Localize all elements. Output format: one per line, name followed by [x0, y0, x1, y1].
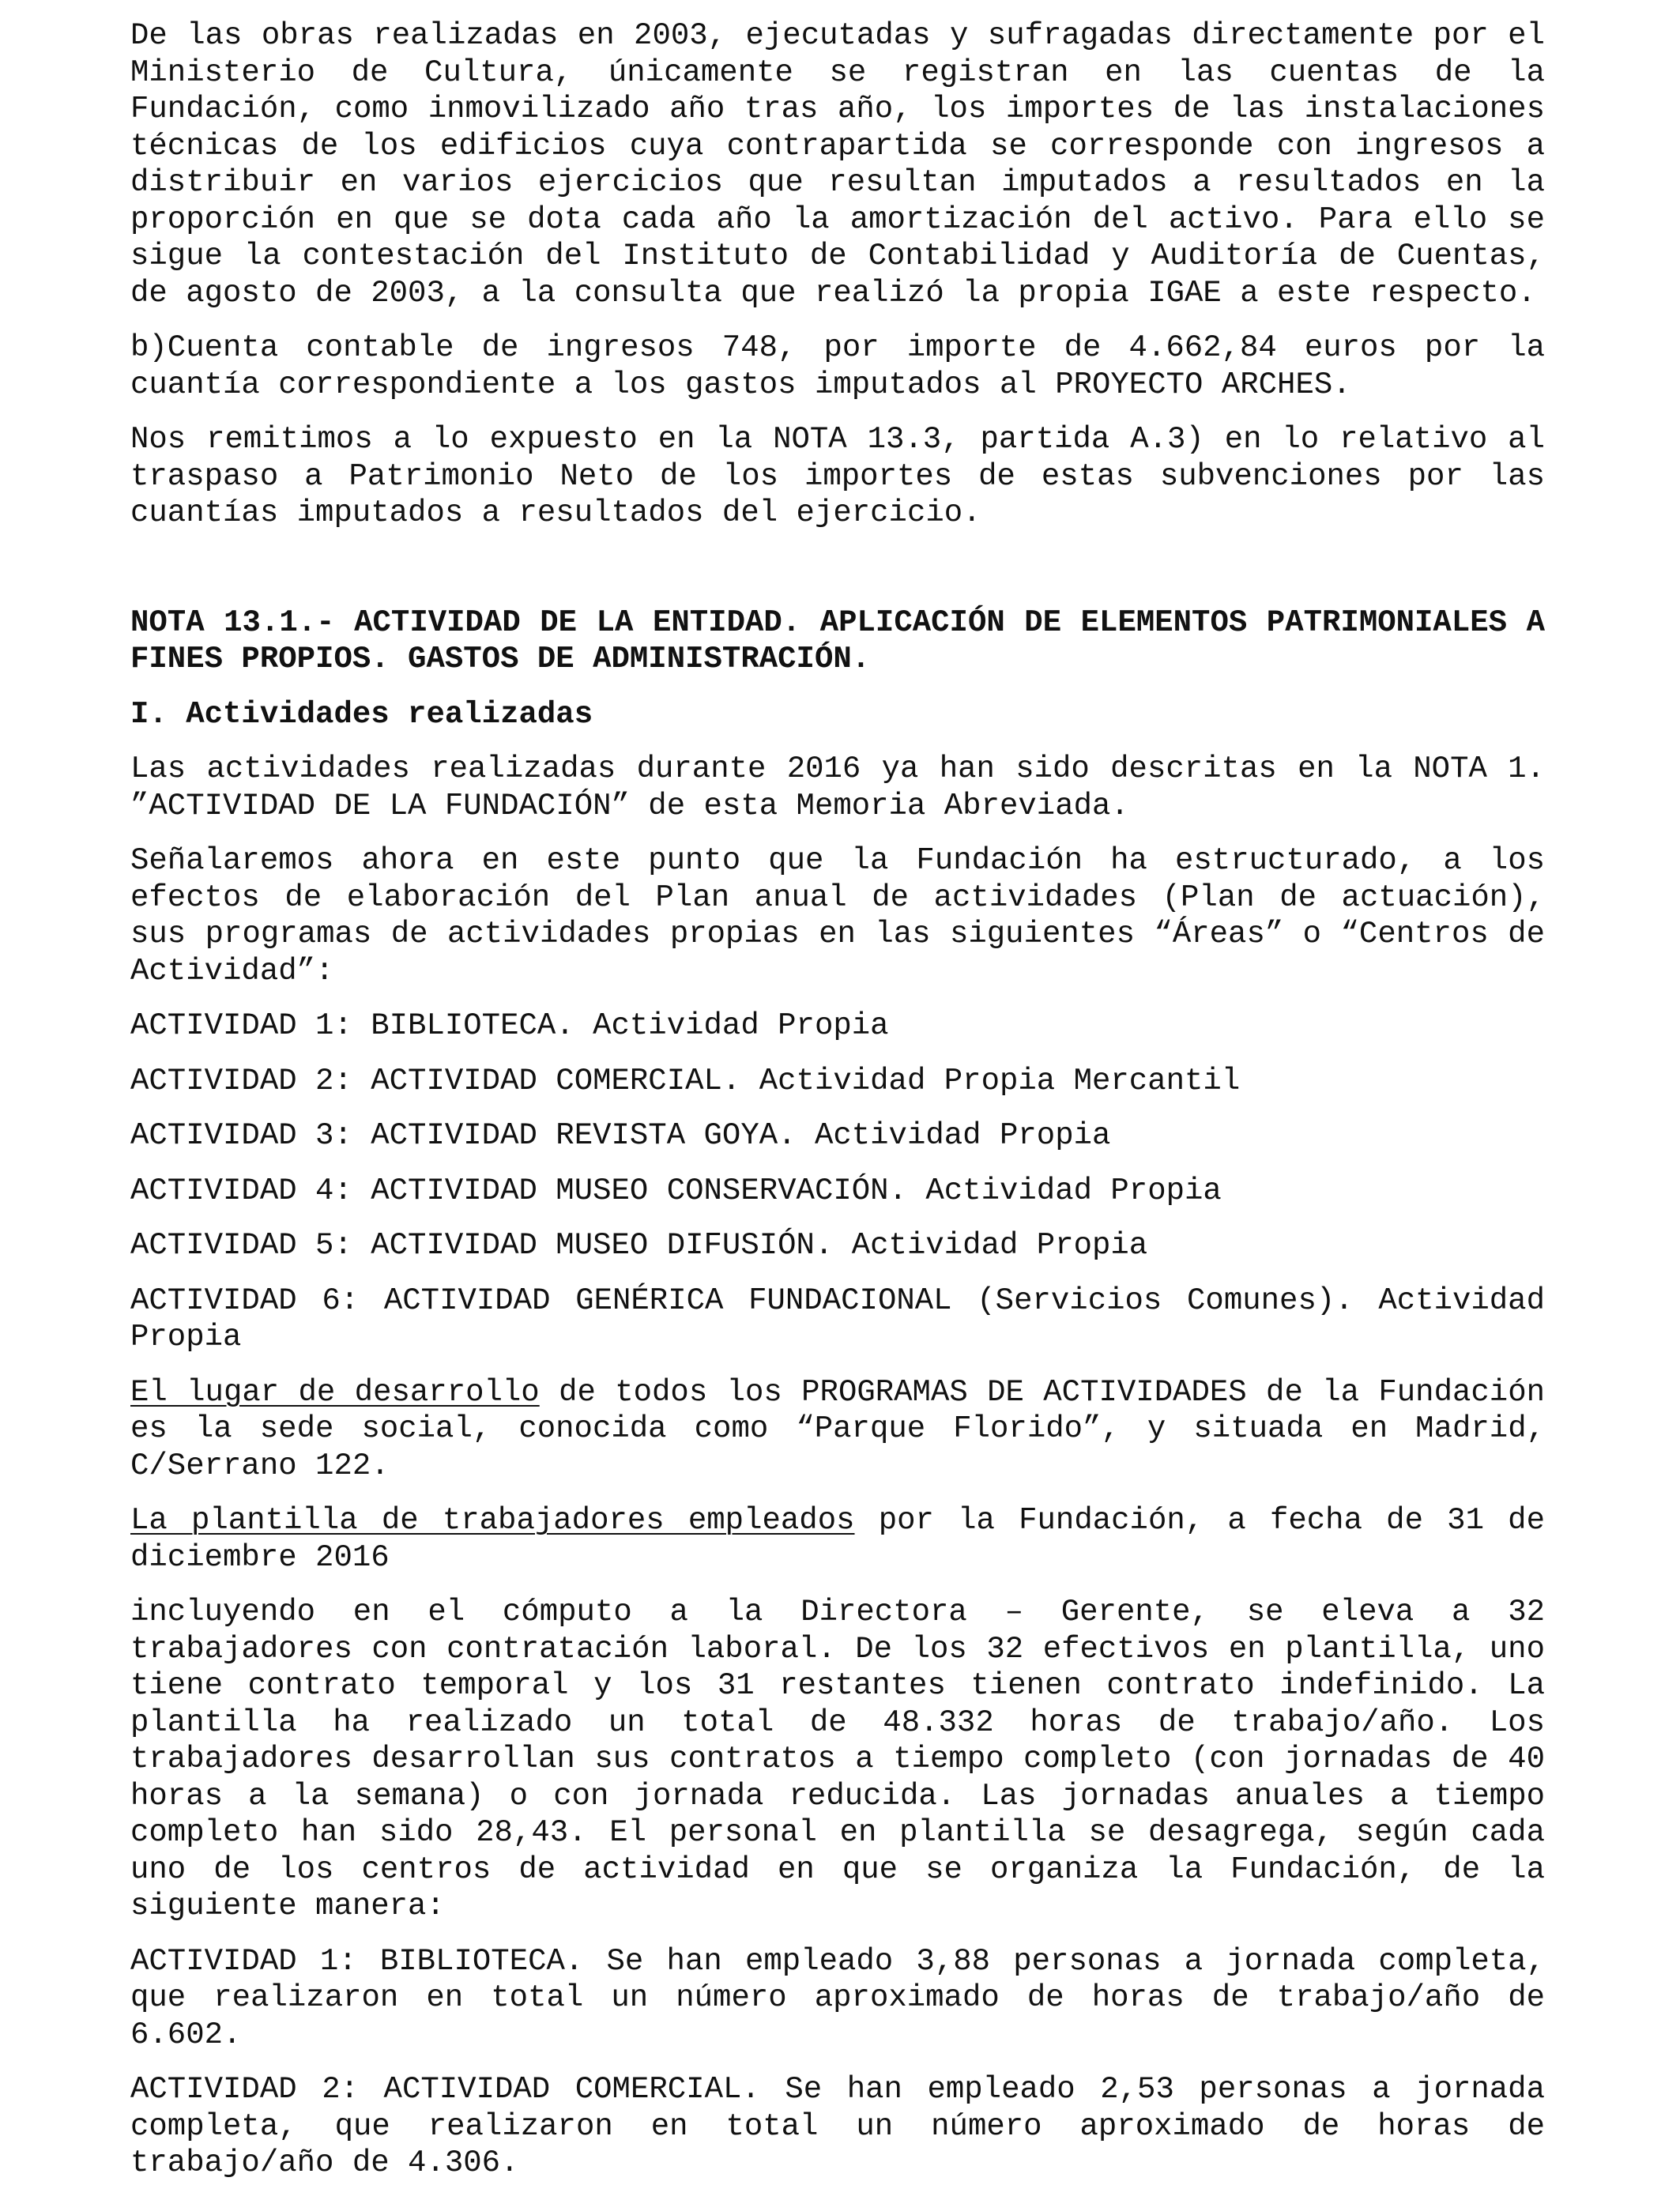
activity-item: ACTIVIDAD 3: ACTIVIDAD REVISTA GOYA. Actividad Propia — [130, 1118, 1111, 1153]
underlined-lugar-de-desarrollo: El lugar de desarrollo — [130, 1374, 540, 1410]
subsection-heading: I. Actividades realizadas — [130, 696, 593, 732]
paragraph-remitimos-nota: Nos remitimos a lo expuesto en la NOTA 13.3, partida A.3) en lo relativo al traspaso a Patrimonio Neto de los importes de estas subvenciones por las cuantías imputados a resultados del ejercicio. — [130, 422, 1545, 530]
paragraph-obras-2003: De las obras realizadas en 2003, ejecutadas y sufragadas directamente por el Ministerio de Cultura, únicamente se registran en las cuentas de la Fundación, como inmovilizado año tras año, los importes de las instalaciones técnicas de los edificios cuya contrapartida se corresponde con ingresos a distribuir en varios ejercicios que resultan imputados a resultados en la proporción en que se dota cada año la amortización del activo. Para ello se sigue la contestación del Instituto de Contabilidad y Auditoría de Cuentas, de agosto de 2003, a la consulta que realizó la propia IGAE a este respecto. — [130, 18, 1545, 311]
underlined-plantilla-trabajadores: La plantilla de trabajadores empleados — [130, 1503, 855, 1538]
activity-item: ACTIVIDAD 2: ACTIVIDAD COMERCIAL. Actividad Propia Mercantil — [130, 1063, 1241, 1098]
paragraph-intro-1: Las actividades realizadas durante 2016 ya han sido descritas en la NOTA 1. ”ACTIVIDAD DE LA FUNDACIÓN” de esta Memoria Abreviada. — [130, 752, 1545, 823]
activity-item: ACTIVIDAD 4: ACTIVIDAD MUSEO CONSERVACIÓN. Actividad Propia — [130, 1173, 1222, 1208]
plantilla-text: por la Fundación, a fecha de 31 de diciembre 2016 — [130, 1503, 1545, 1575]
paragraph-intro-2: Señalaremos ahora en este punto que la Fundación ha estructurado, a los efectos de elaboración del Plan anual de actividades (Plan de actuación), sus programas de actividades propias en las siguientes “Áreas” o “Centros de Actividad”: — [130, 843, 1545, 989]
lugar-text: de todos los PROGRAMAS DE ACTIVIDADES de la Fundación es la sede social, conocida como “Parque Florido”, y situada en Madrid, C/Serrano 122. — [130, 1374, 1545, 1483]
paragraph-plantilla-detail: incluyendo en el cómputo a la Directora – Gerente, se eleva a 32 trabajadores con contratación laboral. De los 32 efectivos en plantilla, uno tiene contrato temporal y los 31 restantes tienen contrato indefinido. La plantilla ha realizado un total de 48.332 horas de trabajo/año. Los trabajadores desarrollan sus contratos a tiempo completo (con jornadas de 40 horas a la semana) o con jornada reducida. Las jornadas anuales a tiempo completo han sido 28,43. El personal en plantilla se desagrega, según cada uno de los centros de actividad en que se organiza la Fundación, de la siguiente manera: — [130, 1595, 1545, 1923]
paragraph-cuenta-748: b)Cuenta contable de ingresos 748, por importe de 4.662,84 euros por la cuantía correspondiente a los gastos imputados al PROYECTO ARCHES. — [130, 330, 1545, 402]
activity-item: ACTIVIDAD 6: ACTIVIDAD GENÉRICA FUNDACIONAL (Servicios Comunes). Actividad Propia — [130, 1283, 1545, 1354]
activity-item: ACTIVIDAD 5: ACTIVIDAD MUSEO DIFUSIÓN. Actividad Propia — [130, 1228, 1148, 1263]
section-heading: NOTA 13.1.- ACTIVIDAD DE LA ENTIDAD. APLICACIÓN DE ELEMENTOS PATRIMONIALES A FINES PROPIOS. GASTOS DE ADMINISTRACIÓN. — [130, 605, 1545, 676]
paragraph-lugar — [130, 1374, 1545, 1485]
activity-item: ACTIVIDAD 1: BIBLIOTECA. Actividad Propia — [130, 1008, 889, 1043]
staff-item: ACTIVIDAD 2: ACTIVIDAD COMERCIAL. Se han empleado 2,53 personas a jornada completa, que realizaron en total un número aproximado de horas de trabajo/año de 4.306. — [130, 2072, 1545, 2180]
staff-item: ACTIVIDAD 1: BIBLIOTECA. Se han empleado 3,88 personas a jornada completa, que realizaron en total un número aproximado de horas de trabajo/año de 6.602. — [130, 1943, 1545, 2052]
paragraph-plantilla — [130, 1502, 1545, 1576]
document-page — [130, 17, 1545, 2200]
